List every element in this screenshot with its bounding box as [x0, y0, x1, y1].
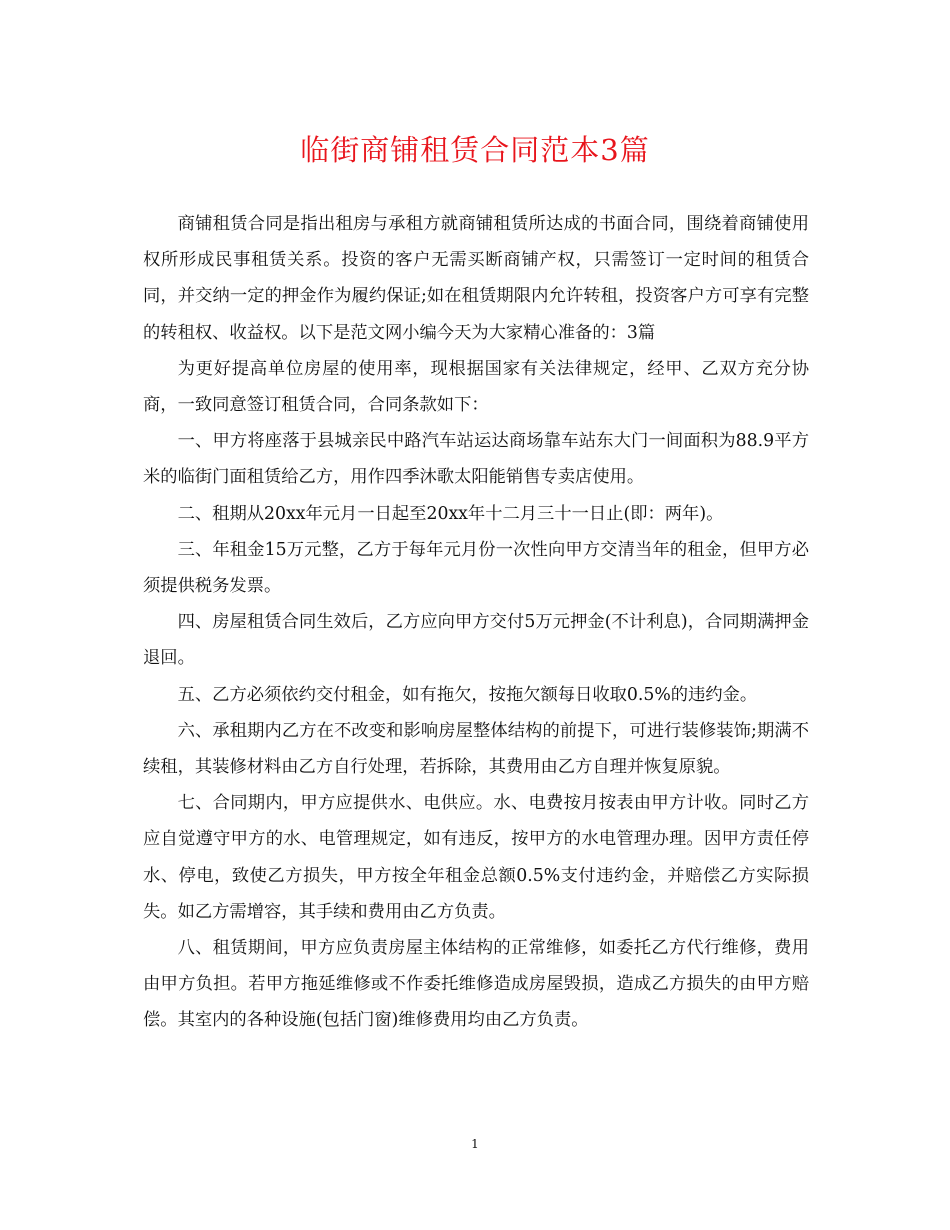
- clause-4: 四、房屋租赁合同生效后，乙方应向甲方交付5万元押金(不计利息)，合同期满押金退回。: [143, 612, 809, 669]
- clause-6: 六、承租期内乙方在不改变和影响房屋整体结构的前提下，可进行装修装饰;期满不续租，其装修材料由乙方自行处理，若拆除，其费用由乙方自理并恢复原貌。: [143, 720, 809, 778]
- clause-5: 五、乙方必须依约交付租金，如有拖欠，按拖欠额每日收取0.5%的违约金。: [177, 684, 758, 705]
- clause-3: 三、年租金15万元整，乙方于每年元月份一次性向甲方交清当年的租金，但甲方必须提供税务发票。: [143, 539, 809, 597]
- clause-1: 一、甲方将座落于县城亲民中路汽车站运达商场靠车站东大门一间面积为88.9平方米的临街门面租赁给乙方，用作四季沐歌太阳能销售专卖店使用。: [143, 431, 809, 488]
- clause-2: 二、租期从20xx年元月一日起至20xx年十二月三十一日止(即：两年)。: [177, 503, 724, 524]
- clause-7: 七、合同期内，甲方应提供水、电供应。水、电费按月按表由甲方计收。同时乙方应自觉遵守甲方的水、电管理规定，如有违反，按甲方的水电管理办理。因甲方责任停水、停电，致使乙方损失，甲方按全年租金总额0.5%支付违约金，并赔偿乙方实际损失。如乙方需增容，其手续和费用由乙方负责。: [143, 793, 809, 922]
- clause-8: 八、租赁期间，甲方应负责房屋主体结构的正常维修，如委托乙方代行维修，费用由甲方负担。若甲方拖延维修或不作委托维修造成房屋毁损，造成乙方损失的由甲方赔偿。其室内的各种设施(包括门窗)维修费用均由乙方负责。: [143, 938, 809, 1031]
- document-body: [143, 206, 809, 1039]
- paragraph-intro: 商铺租赁合同是指出租房与承租方就商铺租赁所达成的书面合同，围绕着商铺使用权所形成民事租赁关系。投资的客户无需买断商铺产权，只需签订一定时间的租赁合同，并交纳一定的押金作为履约保证;如在租赁期限内允许转租，投资客户方可享有完整的转租权、收益权。以下是范文网小编今天为大家精心准备的：3篇: [143, 214, 809, 343]
- document-title: 临街商铺租赁合同范本3篇: [300, 133, 650, 167]
- paragraph-preamble: 为更好提高单位房屋的使用率，现根据国家有关法律规定，经甲、乙双方充分协商，一致同意签订租赁合同，合同条款如下：: [143, 358, 809, 416]
- page-number: 1: [471, 1137, 479, 1151]
